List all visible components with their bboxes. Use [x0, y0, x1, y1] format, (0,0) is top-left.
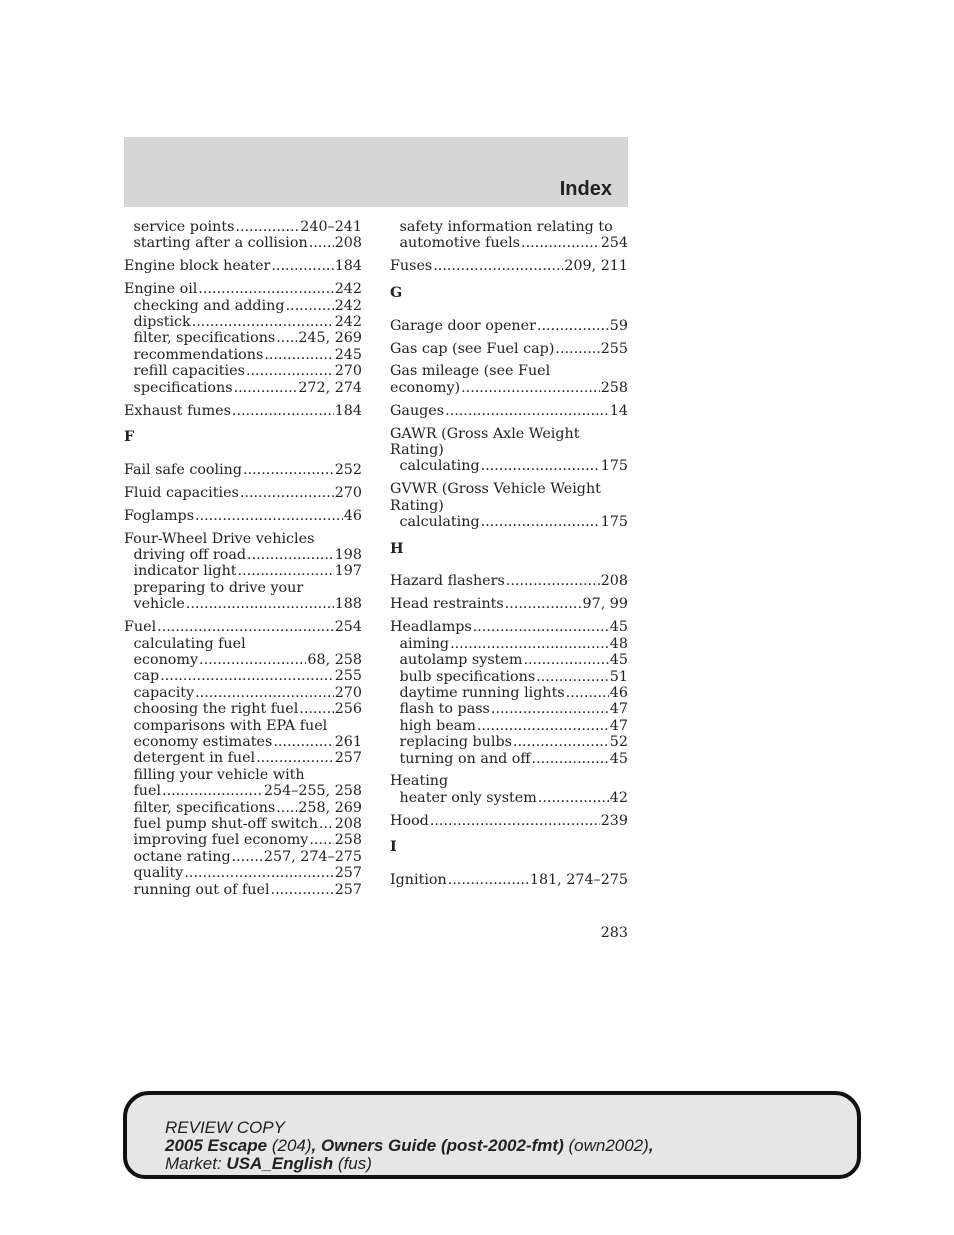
index-page-ref: 209, 211 [564, 258, 628, 275]
header-band [124, 137, 628, 207]
index-term: Gas cap (see Fuel cap) [390, 340, 555, 357]
index-subentry [390, 685, 628, 701]
dot-leader [162, 783, 263, 799]
index-subentry [124, 832, 362, 848]
review-copy-footer [123, 1091, 861, 1179]
index-term: economy [133, 651, 199, 668]
dot-leader [184, 865, 333, 881]
index-page-ref: 257 [334, 750, 362, 767]
dot-leader [513, 734, 609, 750]
index-page-ref: 254 [600, 235, 628, 252]
dot-leader [461, 380, 600, 396]
footer-publication-line: 2005 Escape (204), Owners Guide (post-2002-fmt) (own2002), [165, 1136, 654, 1155]
index-term: filter, specifications [133, 330, 276, 347]
index-section-letter: F [124, 428, 135, 445]
footer-model-code: (204) [271, 1136, 312, 1155]
index-subentry [124, 685, 362, 701]
index-page-ref: 45 [609, 652, 628, 669]
index-page-ref: 45 [609, 750, 628, 767]
index-page-ref: 48 [609, 635, 628, 652]
index-subentry [390, 514, 628, 530]
index-subentry [124, 734, 362, 750]
index-term: Head restraints [390, 596, 504, 613]
index-subentry [124, 363, 362, 379]
index-page-ref: 51 [609, 668, 628, 685]
index-term: turning on and off [399, 750, 531, 767]
footer-market-code: (fus) [337, 1154, 372, 1173]
index-subentry [390, 718, 628, 734]
footer-text [165, 1119, 654, 1173]
dot-leader [477, 718, 609, 734]
index-term: calculating [399, 514, 480, 531]
index-term: Engine oil [124, 281, 198, 298]
index-entry-text: GAWR (Gross Axle Weight [390, 425, 580, 442]
index-subentry [390, 701, 628, 717]
index-page-ref: 52 [609, 734, 628, 751]
dot-leader [450, 636, 609, 652]
index-page-ref: 175 [600, 514, 628, 531]
dot-leader [433, 258, 563, 274]
index-term: Hood [390, 812, 429, 829]
index-subentry [124, 783, 362, 799]
index-page-ref: 188 [334, 596, 362, 613]
dot-leader [276, 800, 297, 816]
dot-leader [243, 462, 334, 478]
index-subentry [124, 219, 362, 235]
index-page-ref: 198 [334, 546, 362, 563]
index-page-ref: 257 [334, 865, 362, 882]
index-page-ref: 257, 274–275 [263, 848, 362, 865]
index-entry [390, 813, 628, 829]
index-page-ref: 208 [334, 815, 362, 832]
index-entry [124, 403, 362, 419]
index-page-ref: 45 [609, 619, 628, 636]
index-term: bulb specifications [399, 668, 536, 685]
dot-leader [157, 619, 334, 635]
index-term: service points [133, 219, 235, 235]
index-subentry [124, 298, 362, 314]
index-subentry [124, 882, 362, 898]
footer-market-label: Market: [165, 1154, 222, 1173]
dot-leader [271, 258, 333, 274]
index-term: Headlamps [390, 619, 472, 636]
index-entry-text: Gas mileage (see Fuel [390, 363, 551, 380]
index-page-ref: 59 [609, 317, 628, 334]
index-entry-text: Rating) [390, 497, 444, 514]
dot-leader [160, 668, 334, 684]
index-term: Exhaust fumes [124, 402, 231, 419]
index-page-ref: 257 [334, 881, 362, 898]
index-page-ref: 97, 99 [582, 596, 628, 613]
dot-leader [247, 547, 334, 563]
index-term: indicator light [133, 563, 237, 580]
index-term: capacity [133, 684, 195, 701]
index-entry [124, 258, 362, 274]
dot-leader [555, 341, 599, 357]
index-page-ref: 245, 269 [298, 330, 362, 347]
index-subentry [124, 547, 362, 563]
index-page-ref: 252 [334, 461, 362, 478]
index-term: calculating [399, 458, 480, 475]
dot-leader [240, 485, 334, 501]
index-subentry [124, 596, 362, 612]
index-page-ref: 175 [600, 458, 628, 475]
dot-leader [445, 403, 609, 419]
dot-leader [506, 573, 600, 589]
index-page-ref: 255 [334, 668, 362, 685]
index-subentry [390, 652, 628, 668]
index-term: flash to pass [399, 701, 490, 718]
dot-leader [491, 701, 609, 717]
index-page-ref: 42 [609, 789, 628, 806]
index-entry [390, 872, 628, 888]
index-term: starting after a collision [133, 235, 308, 252]
index-term: autolamp system [399, 652, 523, 669]
footer-review-copy: REVIEW COPY [165, 1118, 285, 1137]
page-title: Index [559, 178, 612, 200]
index-page-ref: 270 [334, 684, 362, 701]
index-column-right [390, 219, 628, 888]
index-entry [124, 462, 362, 478]
index-page-ref: 47 [609, 717, 628, 734]
index-page-ref: 272, 274 [298, 379, 362, 396]
index-term: fuel [133, 783, 162, 800]
dot-leader [195, 508, 343, 524]
index-page-ref: 208 [600, 573, 628, 590]
dot-leader [309, 235, 334, 251]
dot-leader [286, 298, 334, 314]
index-page-ref: 270 [334, 363, 362, 380]
index-page-ref: 256 [334, 701, 362, 718]
index-page-ref: 197 [334, 563, 362, 580]
footer-market-line [165, 1155, 654, 1173]
dot-leader [273, 734, 333, 750]
dot-leader [299, 701, 333, 717]
index-term: Fluid capacities [124, 484, 239, 501]
dot-leader [186, 596, 334, 612]
index-column-left [124, 219, 362, 898]
dot-leader [481, 514, 600, 530]
index-subentry [390, 235, 628, 251]
dot-leader [430, 813, 600, 829]
dot-leader [537, 318, 609, 334]
index-term: daytime running lights [399, 684, 565, 701]
index-subentry [124, 849, 362, 865]
index-page-ref: 68, 258 [307, 651, 362, 668]
index-term: fuel pump shut-off switch [133, 815, 318, 832]
index-entry-text: Rating) [390, 442, 444, 459]
index-term: Garage door opener [390, 317, 536, 334]
index-term: replacing bulbs [399, 734, 512, 751]
footer-guide: Owners Guide (post-2002-fmt) [320, 1136, 564, 1155]
dot-leader [566, 685, 609, 701]
index-term: checking and adding [133, 297, 285, 314]
dot-leader [264, 347, 333, 363]
index-subentry [124, 800, 362, 816]
dot-leader [235, 219, 299, 235]
dot-leader [198, 281, 333, 297]
index-term: Hazard flashers [390, 573, 505, 590]
index-page-ref: 184 [334, 402, 362, 419]
dot-leader [232, 849, 263, 865]
dot-leader [232, 403, 334, 419]
index-term: refill capacities [133, 363, 245, 380]
dot-leader [309, 832, 333, 848]
footer-market: USA_English [226, 1154, 334, 1173]
index-page-ref: 181, 274–275 [529, 872, 628, 889]
index-page-ref: 261 [334, 733, 362, 750]
index-page-ref: 242 [334, 281, 362, 298]
index-term: specifications [133, 379, 233, 396]
dot-leader [532, 751, 609, 767]
index-entry [124, 485, 362, 501]
index-term: high beam [399, 717, 476, 734]
dot-leader [246, 363, 334, 379]
index-page-ref: 239 [600, 812, 628, 829]
index-term: Engine block heater [124, 258, 271, 275]
dot-leader [505, 596, 582, 612]
index-subentry [390, 790, 628, 806]
index-page-ref: 208 [334, 235, 362, 252]
index-entry [390, 341, 628, 357]
index-term: heater only system [399, 789, 537, 806]
index-page-ref: 46 [343, 507, 362, 524]
index-entry [124, 281, 362, 297]
index-section-letter: H [390, 540, 404, 557]
index-term: detergent in fuel [133, 750, 256, 767]
index-page-ref: 270 [334, 484, 362, 501]
index-section-letter: I [390, 839, 397, 856]
index-entry-text: Four-Wheel Drive vehicles [124, 530, 315, 547]
index-subentry [390, 669, 628, 685]
dot-leader [195, 685, 334, 701]
index-page-ref: 242 [334, 297, 362, 314]
index-term: aiming [399, 635, 450, 652]
index-entry-text: Heating [390, 773, 449, 790]
index-term: recommendations [133, 346, 264, 363]
index-subentry [124, 865, 362, 881]
index-entry [390, 258, 628, 274]
index-subentry [390, 636, 628, 652]
index-page-ref: 254 [334, 619, 362, 636]
dot-leader [523, 652, 608, 668]
index-subentry [124, 668, 362, 684]
dot-leader [256, 750, 334, 766]
index-entry [390, 596, 628, 612]
index-entry [390, 380, 628, 396]
dot-leader [538, 790, 609, 806]
index-page-ref: 46 [609, 684, 628, 701]
index-subentry [124, 701, 362, 717]
index-entry [390, 403, 628, 419]
dot-leader [238, 563, 334, 579]
index-page-ref: 14 [609, 402, 628, 419]
footer-guide-code: (own2002) [568, 1136, 649, 1155]
index-term: driving off road [133, 546, 247, 563]
index-term: economy estimates [133, 733, 273, 750]
index-term: running out of fuel [133, 881, 270, 898]
index-entry [124, 619, 362, 635]
index-subentry-text: filling your vehicle with [133, 766, 305, 783]
index-term: economy) [390, 379, 461, 396]
index-term: filter, specifications [133, 799, 276, 816]
index-term: improving fuel economy [133, 832, 309, 849]
dot-leader [276, 330, 297, 346]
index-subentry-text: safety information relating to [399, 219, 613, 235]
index-subentry [124, 330, 362, 346]
dot-leader [536, 669, 609, 685]
index-subentry [390, 751, 628, 767]
index-page-ref: 258 [600, 379, 628, 396]
index-page-ref: 47 [609, 701, 628, 718]
index-subentry [124, 235, 362, 251]
index-subentry-text: calculating fuel [133, 635, 246, 652]
index-entry [390, 573, 628, 589]
index-term: Foglamps [124, 507, 195, 524]
index-subentry [390, 458, 628, 474]
index-term: vehicle [133, 596, 185, 613]
dot-leader [521, 235, 600, 251]
index-term: octane rating [133, 848, 231, 865]
index-subentry [124, 816, 362, 832]
index-entry-text: GVWR (Gross Vehicle Weight [390, 481, 601, 498]
index-term: dipstick [133, 314, 191, 331]
index-subentry [124, 652, 362, 668]
index-page-ref: 258 [334, 832, 362, 849]
index-subentry [124, 380, 362, 396]
index-page-ref: 240–241 [300, 219, 362, 235]
footer-model: 2005 Escape [165, 1136, 268, 1155]
index-page-ref: 184 [334, 258, 362, 275]
index-subentry-text: preparing to drive your [133, 579, 304, 596]
index-page-ref: 245 [334, 346, 362, 363]
index-subentry-text: comparisons with EPA fuel [133, 717, 328, 734]
dot-leader [199, 652, 306, 668]
dot-leader [192, 314, 334, 330]
index-term: choosing the right fuel [133, 701, 299, 718]
index-entry [390, 619, 628, 635]
index-subentry [390, 734, 628, 750]
index-entry [390, 318, 628, 334]
index-term: Fuel [124, 619, 157, 636]
index-subentry [124, 563, 362, 579]
index-term: automotive fuels [399, 235, 521, 252]
index-term: Fuses [390, 258, 433, 275]
dot-leader [448, 872, 529, 888]
dot-leader [271, 882, 334, 898]
index-term: quality [133, 865, 184, 882]
dot-leader [234, 380, 298, 396]
index-page-ref: 242 [334, 314, 362, 331]
dot-leader [481, 458, 600, 474]
index-term: Ignition [390, 872, 447, 889]
index-subentry [124, 750, 362, 766]
index-page-ref: 258, 269 [298, 799, 362, 816]
dot-leader [473, 619, 609, 635]
index-subentry [124, 314, 362, 330]
index-subentry [124, 347, 362, 363]
dot-leader [319, 816, 334, 832]
index-page-ref: 254–255, 258 [263, 783, 362, 800]
index-page-ref: 255 [600, 340, 628, 357]
index-term: Fail safe cooling [124, 461, 243, 478]
index-section-letter: G [390, 284, 403, 301]
index-entry [124, 508, 362, 524]
page-number: 283 [600, 925, 628, 941]
index-term: Gauges [390, 402, 445, 419]
index-term: cap [133, 668, 160, 685]
